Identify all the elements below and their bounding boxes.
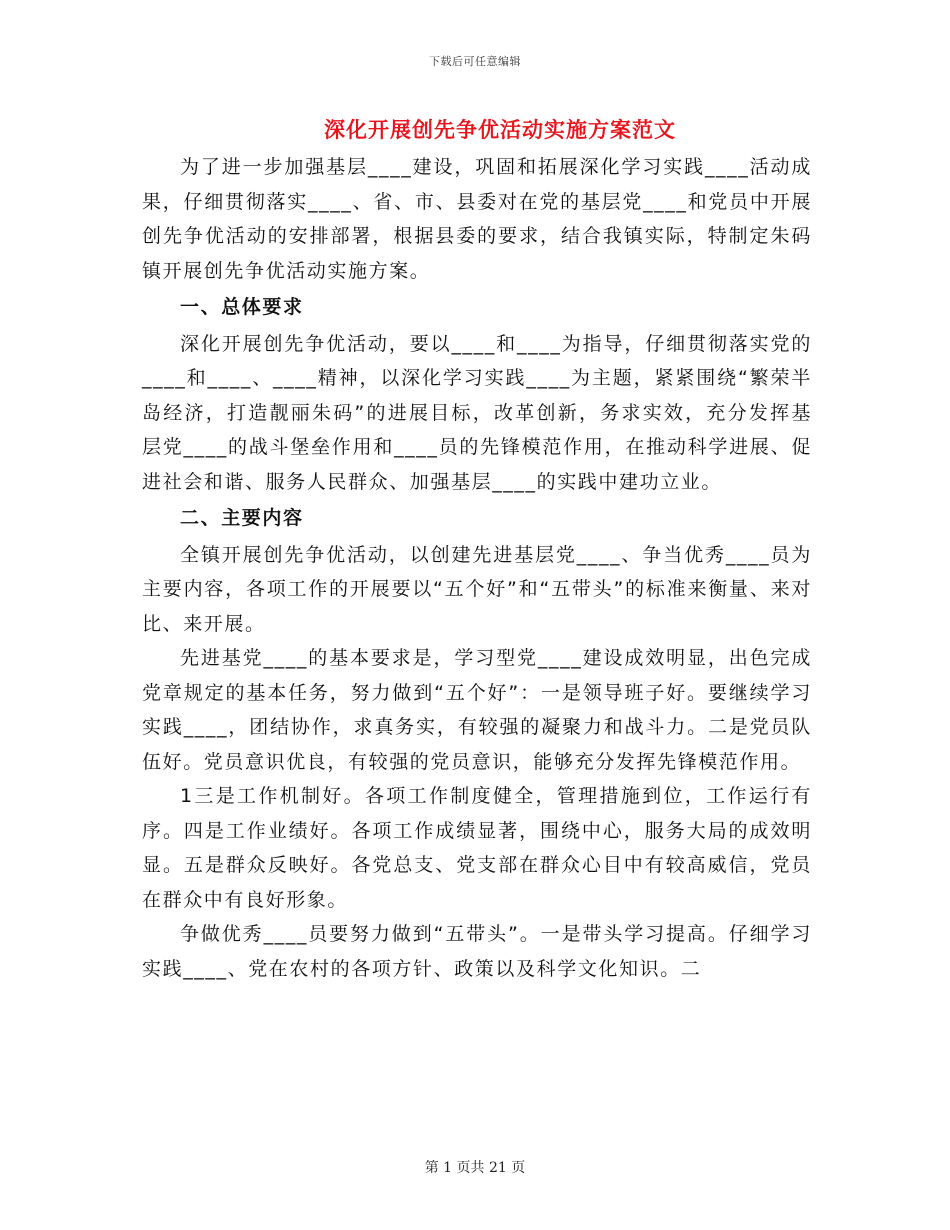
header-note: 下载后可任意编辑: [429, 55, 521, 68]
intro-paragraph: 为了进一步加强基层____建设，巩固和拓展深化学习实践____活动成果，仔细贯彻落实____、省、市、县委对在党的基层党____和党员中开展创先争优活动的安排部署，根据县委的要求，结合我镇实际，特制定朱码镇开展创先争优活动实施方案。: [142, 156, 812, 282]
section-heading-1: 一、总体要求: [180, 296, 304, 318]
section-heading-2: 二、主要内容: [180, 507, 304, 529]
body-paragraph: 争做优秀____员要努力做到“五带头”。一是带头学习提高。仔细学习实践____、党在农村的各项方针、政策以及科学文化知识。二: [142, 923, 812, 980]
document-title: 深化开展创先争优活动实施方案范文: [324, 118, 676, 142]
body-paragraph: 先进基党____的基本要求是，学习型党____建设成效明显，出色完成党章规定的基本任务，努力做到“五个好”：一是领导班子好。要继续学习实践____，团结协作，求真务实，有较强的凝聚力和战斗力。二是党员队伍好。党员意识优良，有较强的党员意识，能够充分发挥先锋模范作用。: [142, 647, 812, 773]
body-paragraph: 全镇开展创先争优活动，以创建先进基层党____、争当优秀____员为主要内容，各项工作的开展要以“五个好”和“五带头”的标准来衡量、来对比、来开展。: [142, 543, 812, 635]
body-paragraph: 深化开展创先争优活动，要以____和____为指导，仔细贯彻落实党的____和____、____精神，以深化学习实践____为主题，紧紧围绕“繁荣半岛经济，打造靓丽朱码”的进展目标，改革创新，务求实效，充分发挥基层党____的战斗堡垒作用和____员的先锋模范作用，在推动科学进展、促进社会和谐、服务人民群众、加强基层____的实践中建功立业。: [142, 332, 812, 493]
page-footer: 第 1 页共 21 页: [424, 1160, 526, 1176]
body-paragraph: 1三是工作机制好。各项工作制度健全，管理措施到位，工作运行有序。四是工作业绩好。各项工作成绩显著，围绕中心，服务大局的成效明显。五是群众反映好。各党总支、党支部在群众心目中有较高威信，党员在群众中有良好形象。: [142, 785, 812, 911]
document-body: [142, 150, 812, 986]
